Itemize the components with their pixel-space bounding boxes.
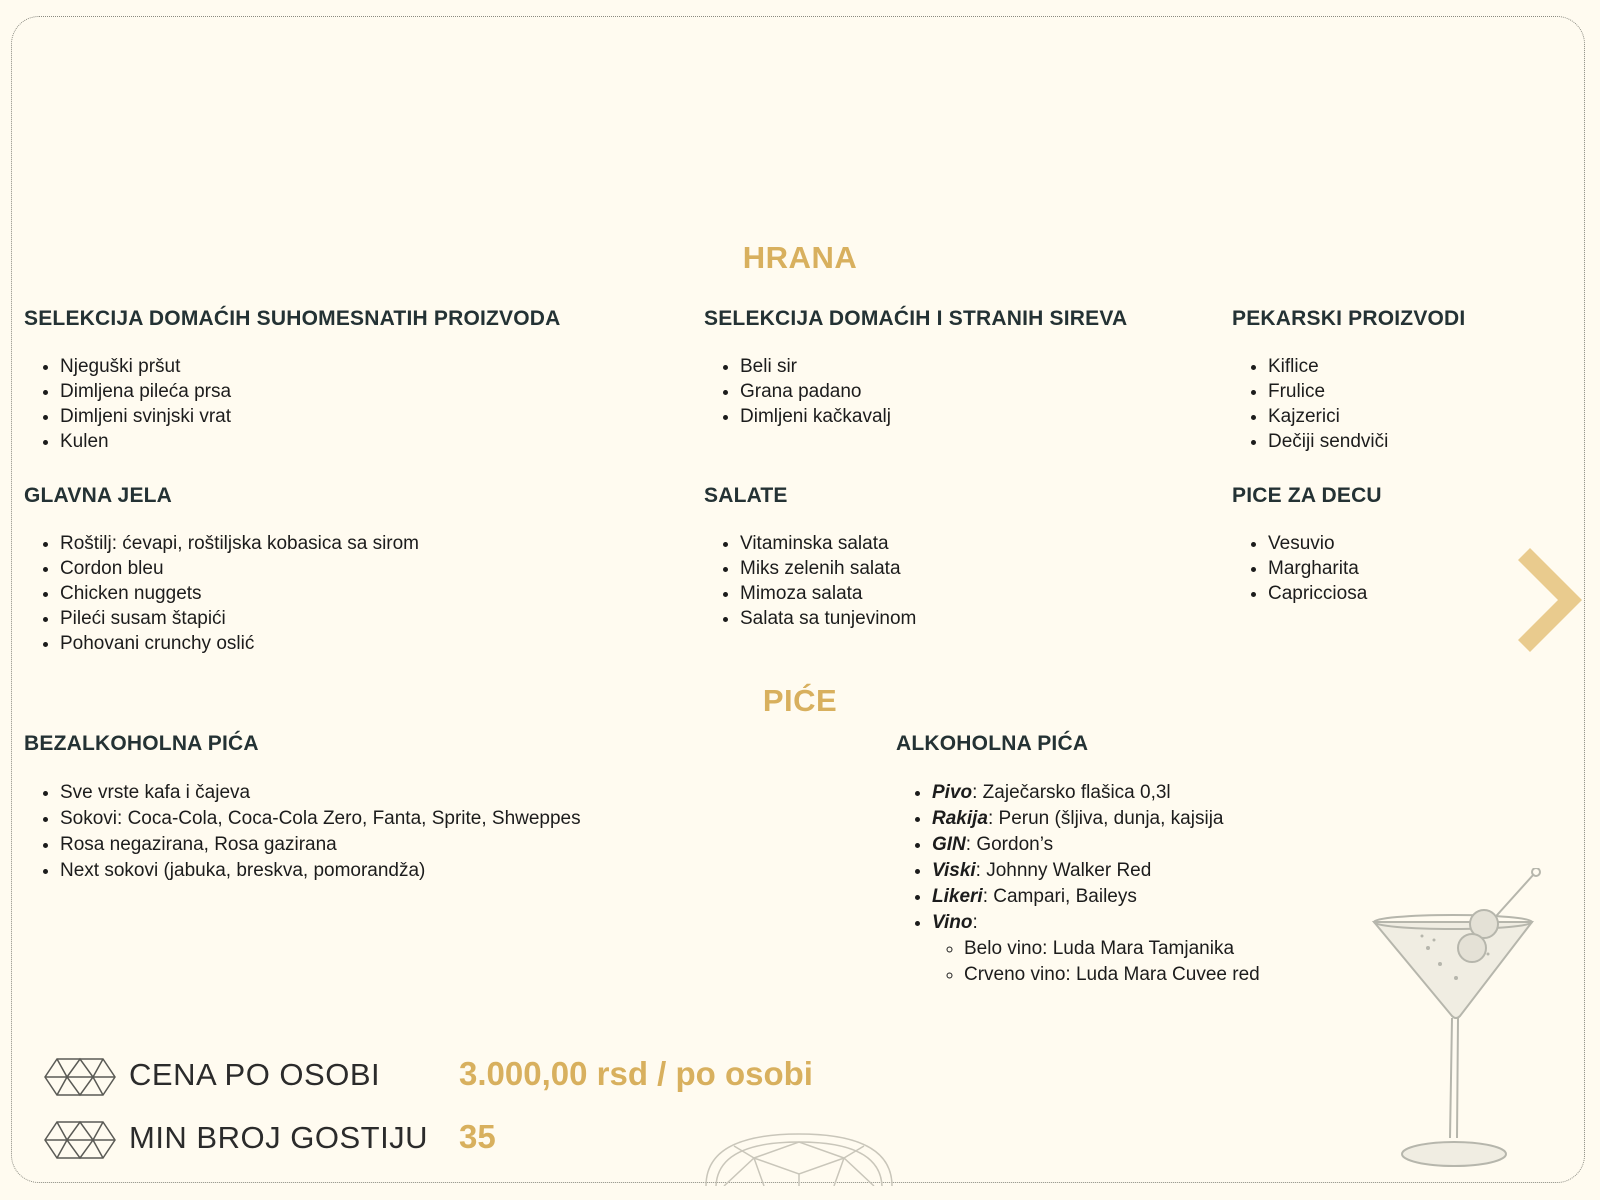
category-title-salads: SALATE — [704, 484, 788, 507]
list-item: • Dimljeni kačkavalj — [740, 404, 891, 429]
list-item: • Vitaminska salata — [740, 531, 916, 556]
category-title-non-alcoholic: BEZALKOHOLNA PIĆA — [24, 732, 259, 755]
list-item: • Margharita — [1268, 556, 1367, 581]
list-item: • Grana padano — [740, 379, 891, 404]
list-item: ◦ Belo vino: Luda Mara Tamjanika — [964, 936, 1260, 962]
next-page-button[interactable] — [1518, 548, 1588, 657]
main-dishes-list — [24, 531, 419, 656]
list-item: • Capricciosa — [1268, 581, 1367, 606]
wine-list — [932, 936, 1260, 988]
category-title-alcoholic: ALKOHOLNA PIĆA — [896, 732, 1089, 755]
category-title-cured-meats: SELEKCIJA DOMAĆIH SUHOMESNATIH PROIZVODA — [24, 307, 561, 330]
list-item: • Miks zelenih salata — [740, 556, 916, 581]
list-item: • Mimoza salata — [740, 581, 916, 606]
kids-pizza-list — [1232, 531, 1367, 606]
drink-type-label: Pivo — [932, 782, 973, 803]
category-title-kids-pizza: PICE ZA DECU — [1232, 484, 1382, 507]
list-item — [932, 910, 1260, 988]
diamond-icon — [43, 1120, 117, 1160]
drink-description: : Campari, Baileys — [982, 886, 1137, 907]
list-item: • Roštilj: ćevapi, roštiljska kobasica sa sirom — [60, 531, 419, 556]
category-title-main-dishes: GLAVNA JELA — [24, 484, 173, 507]
drink-description: : Perun (šljiva, dunja, kajsija — [987, 808, 1224, 829]
list-item: • Dimljeni svinjski vrat — [60, 404, 231, 429]
drink-description: : Gordon’s — [965, 834, 1054, 855]
diamond-icon — [43, 1057, 117, 1097]
drink-description: : Johnny Walker Red — [975, 860, 1152, 881]
cheeses-list — [704, 354, 891, 429]
bakery-list — [1232, 354, 1388, 454]
min-guests-value: 35 — [459, 1118, 496, 1155]
drinks-section-title: PIĆE — [762, 683, 838, 718]
list-item: • Rosa negazirana, Rosa gazirana — [60, 832, 581, 858]
list-item: • Next sokovi (jabuka, breskva, pomorandža) — [60, 858, 581, 884]
list-item: • Beli sir — [740, 354, 891, 379]
list-item: • Kulen — [60, 429, 231, 454]
list-item: • Pileći susam štapići — [60, 606, 419, 631]
drink-type-label: Vino — [932, 912, 973, 933]
list-item: • Salata sa tunjevinom — [740, 606, 916, 631]
drink-type-label: GIN — [932, 834, 966, 855]
list-item: • Kiflice — [1268, 354, 1388, 379]
list-item — [932, 884, 1260, 910]
list-item: • Sokovi: Coca-Cola, Coca-Cola Zero, Fanta, Sprite, Shweppes — [60, 806, 581, 832]
list-item: • Chicken nuggets — [60, 581, 419, 606]
non-alcoholic-list — [24, 780, 581, 884]
list-item: • Frulice — [1268, 379, 1388, 404]
food-section-title: HRANA — [742, 240, 858, 275]
list-item: • Cordon bleu — [60, 556, 419, 581]
price-label: CENA PO OSOBI — [129, 1057, 381, 1092]
list-item: • Vesuvio — [1268, 531, 1367, 556]
gem-decoration-icon — [704, 1130, 894, 1191]
list-item — [932, 858, 1260, 884]
list-item — [932, 806, 1260, 832]
salads-list — [704, 531, 916, 631]
min-guests-label: MIN BROJ GOSTIJU — [129, 1120, 429, 1155]
price-value: 3.000,00 rsd / po osobi — [459, 1055, 813, 1092]
cured-meats-list — [24, 354, 231, 454]
drink-description: : — [972, 912, 978, 933]
drink-description: : Zaječarsko flašica 0,3l — [972, 782, 1171, 803]
list-item — [932, 832, 1260, 858]
category-title-cheeses: SELEKCIJA DOMAĆIH I STRANIH SIREVA — [704, 307, 1128, 330]
drink-type-label: Viski — [932, 860, 976, 881]
list-item: • Sve vrste kafa i čajeva — [60, 780, 581, 806]
list-item: • Njeguški pršut — [60, 354, 231, 379]
drink-type-label: Rakija — [932, 808, 988, 829]
alcoholic-list — [896, 780, 1260, 988]
list-item: • Kajzerici — [1268, 404, 1388, 429]
chevron-right-icon — [1518, 548, 1588, 652]
list-item: • Pohovani crunchy oslić — [60, 631, 419, 656]
list-item — [932, 780, 1260, 806]
category-title-bakery: PEKARSKI PROIZVODI — [1232, 307, 1466, 330]
drink-type-label: Likeri — [932, 886, 983, 907]
martini-glass-icon — [1368, 868, 1544, 1175]
list-item: • Dečiji sendviči — [1268, 429, 1388, 454]
list-item: ◦ Crveno vino: Luda Mara Cuvee red — [964, 962, 1260, 988]
list-item: • Dimljena pileća prsa — [60, 379, 231, 404]
